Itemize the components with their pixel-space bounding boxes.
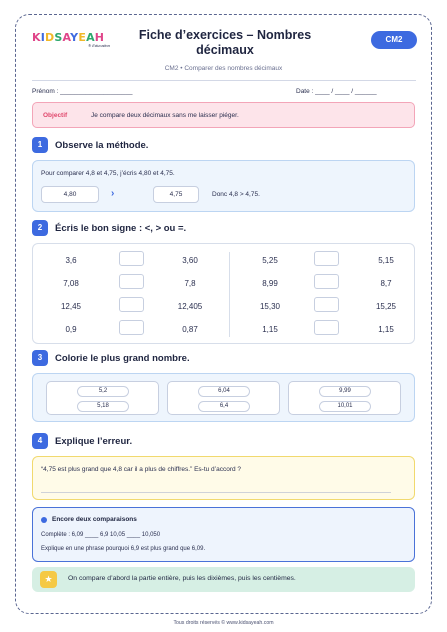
page-title-line2: décimaux — [196, 43, 254, 57]
extra-title: Encore deux comparaisons — [52, 516, 137, 523]
header-divider — [32, 80, 416, 81]
section-3-number: 3 — [32, 350, 48, 366]
right-pair-4-b: 1,15 — [378, 325, 394, 334]
sign-blank[interactable] — [119, 297, 144, 312]
objective-label: Objectif — [43, 112, 68, 119]
objective-text: Je compare deux décimaux sans me laisser piéger. — [91, 112, 239, 119]
number-chip[interactable]: 10,01 — [319, 401, 371, 412]
page-footer: Tous droits réservés © www.kidsayeah.com — [173, 620, 274, 626]
brand-logo-sub: ® Education — [88, 43, 110, 48]
bullet-icon — [41, 517, 47, 523]
sign-blank[interactable] — [119, 251, 144, 266]
left-pair-3-a: 12,45 — [60, 302, 82, 311]
name-field[interactable]: Prénom : ____________________ — [32, 88, 133, 95]
sign-blank[interactable] — [119, 274, 144, 289]
left-pair-1-b: 3,60 — [182, 256, 198, 265]
section-2-title: Écris le bon signe : <, > ou =. — [55, 223, 187, 234]
page-title-line1: Fiche d’exercices – Nombres — [138, 28, 312, 42]
number-group-1 — [46, 381, 159, 415]
method-left-value: 4,80 — [41, 186, 99, 203]
right-pair-4-a: 1,15 — [262, 325, 278, 334]
number-chip[interactable]: 5,18 — [77, 401, 129, 412]
number-chip[interactable]: 9,99 — [319, 386, 371, 397]
right-pair-1-a: 5,25 — [262, 256, 278, 265]
right-pair-3-a: 15,30 — [259, 302, 281, 311]
color-exercise-panel — [32, 373, 415, 422]
section-1-title: Observe la méthode. — [55, 140, 149, 151]
error-quote-text: “4,75 est plus grand que 4,8 car il a plus de chiffres.” Es-tu d’accord ? — [41, 466, 242, 473]
method-right-value: 4,75 — [153, 186, 199, 203]
column-divider — [229, 252, 230, 337]
number-chip[interactable]: 5,2 — [77, 386, 129, 397]
star-icon: ★ — [40, 571, 57, 588]
section-4-number: 4 — [32, 433, 48, 449]
section-1-number: 1 — [32, 137, 48, 153]
error-quote-box — [32, 456, 415, 500]
left-pair-3-b: 12,405 — [177, 302, 203, 311]
section-4-title: Explique l’erreur. — [55, 436, 133, 447]
sign-exercise-panel — [32, 243, 415, 344]
right-pair-2-b: 8,7 — [380, 279, 392, 288]
extra-line-2: Explique en une phrase pourquoi 6,9 est plus grand que 6,09. — [41, 546, 206, 552]
left-pair-2-b: 7,8 — [184, 279, 196, 288]
level-badge: CM2 — [371, 31, 417, 49]
left-pair-4-a: 0,9 — [65, 325, 77, 334]
tip-text: On compare d’abord la partie entière, puis les dixièmes, puis les centièmes. — [68, 575, 296, 582]
right-pair-3-b: 15,25 — [375, 302, 397, 311]
left-pair-4-b: 0,87 — [182, 325, 198, 334]
method-intro: Pour comparer 4,8 et 4,75, j’écris 4,80 et 4,75. — [41, 170, 175, 177]
method-conclusion: Donc 4,8 > 4,75. — [212, 191, 260, 198]
page-subtitle: CM2 • Comparer des nombres décimaux — [164, 65, 283, 72]
number-chip[interactable]: 6,04 — [198, 386, 250, 397]
sign-blank[interactable] — [314, 320, 339, 335]
left-pair-2-a: 7,08 — [63, 279, 79, 288]
right-pair-2-a: 8,99 — [262, 279, 278, 288]
sign-blank[interactable] — [314, 251, 339, 266]
section-3-title: Colorie le plus grand nombre. — [55, 353, 190, 364]
number-group-2 — [167, 381, 280, 415]
right-pair-1-b: 5,15 — [378, 256, 394, 265]
left-pair-1-a: 3,6 — [65, 256, 77, 265]
sign-blank[interactable] — [119, 320, 144, 335]
sign-blank[interactable] — [314, 297, 339, 312]
method-panel — [32, 160, 415, 212]
sign-blank[interactable] — [314, 274, 339, 289]
objective-box — [32, 102, 415, 128]
tip-box — [32, 567, 415, 592]
section-2-number: 2 — [32, 220, 48, 236]
extra-exercise-box — [32, 507, 415, 562]
chevron-right-icon: › — [111, 188, 115, 199]
svg-text:KIDSAYEAH: KIDSAYEAH — [32, 31, 105, 44]
number-chip[interactable]: 6,4 — [198, 401, 250, 412]
answer-line[interactable] — [41, 492, 391, 493]
number-group-3 — [288, 381, 401, 415]
page-title — [135, 28, 315, 58]
extra-line-1: Complète : 6,09 ____ 6,9 10,05 ____ 10,050 — [41, 532, 161, 538]
brand-logo — [32, 29, 114, 51]
date-field[interactable]: Date : ____ / ____ / ______ — [296, 88, 377, 95]
